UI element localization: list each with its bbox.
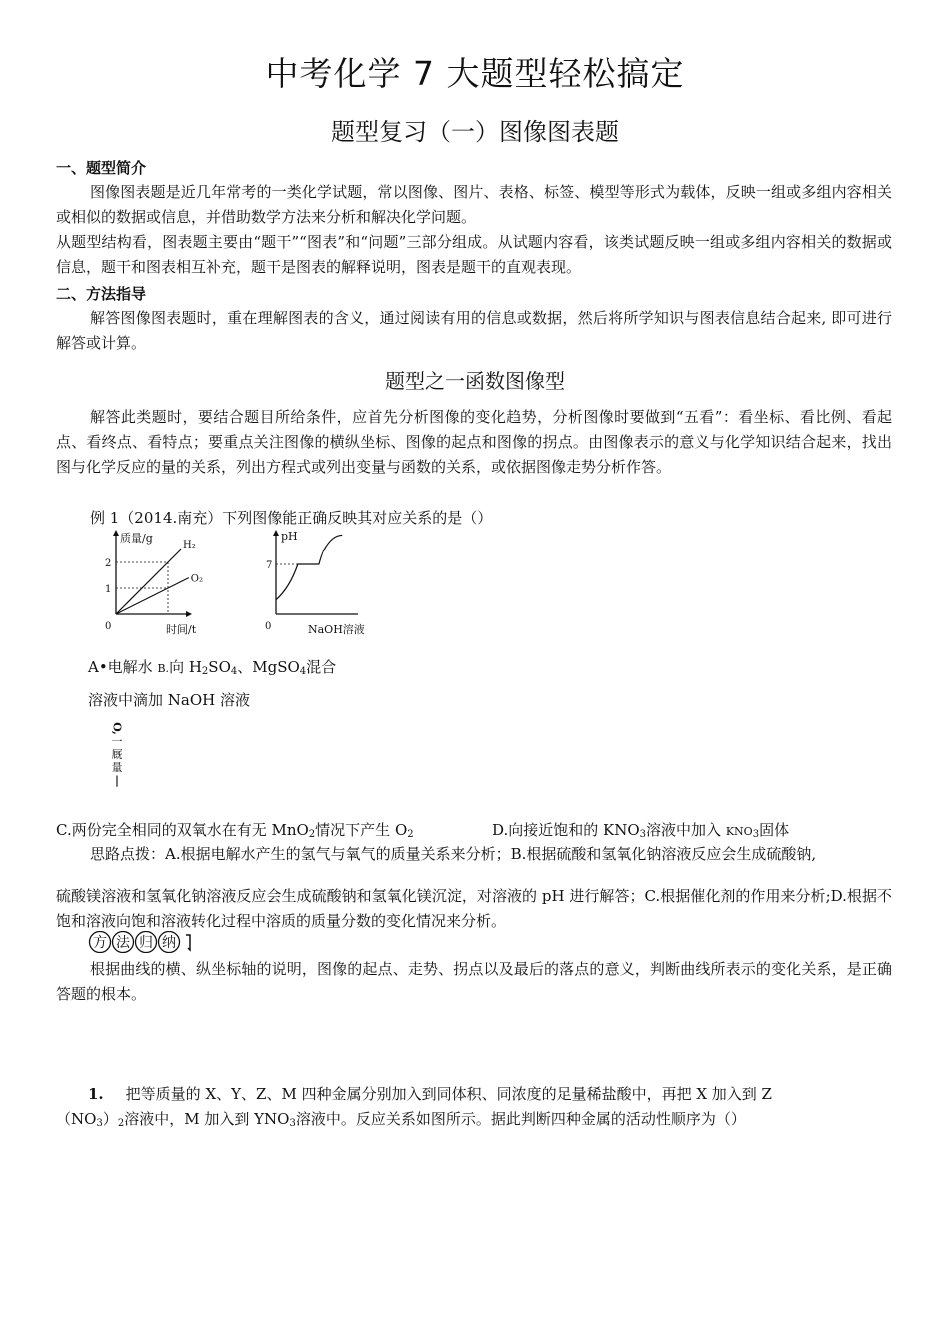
option-c-text-part: C.两份完全相同的双氧水在有无 MnO	[56, 821, 309, 839]
method-paragraph: 解答图像图表题时，重在理解图表的含义，通过阅读有用的信息或数据，然后将所学知识与图表信息结合起来, 即可进行解答或计算。	[56, 309, 892, 352]
method-summary-badge	[88, 931, 192, 953]
y-axis-arrow	[113, 530, 119, 536]
origin-label: 0	[105, 621, 112, 632]
fragment-text: 一	[111, 735, 123, 748]
chart-electrolysis	[96, 526, 216, 644]
y-tick-label: 1	[105, 584, 112, 595]
option-b-line-2: 溶液中滴加 NaOH 溶液	[88, 691, 250, 709]
option-b-text: 、MgSO	[237, 658, 300, 676]
origin-label: 0	[265, 621, 272, 632]
option-b-text: SO	[208, 658, 231, 676]
option-c-graph-fragment	[108, 722, 126, 787]
badge-char: 纳	[162, 935, 176, 951]
x-axis-label: NaOH溶液	[308, 623, 365, 636]
x-axis-arrow	[186, 611, 192, 617]
x-axis-label: 时间/t	[166, 623, 197, 636]
section-heading-method: 二、方法指导	[56, 285, 147, 303]
page-title: 中考化学 7 大题型轻松搞定	[265, 54, 685, 93]
option-b-text: 混合	[306, 658, 337, 676]
question-text: （NO	[56, 1110, 97, 1128]
fragment-text: 量	[111, 761, 123, 774]
subscript: 3	[96, 1118, 103, 1129]
subscript: 2	[308, 829, 316, 840]
series-line-h2	[116, 549, 181, 614]
badge-char: 归	[139, 935, 153, 951]
y-axis-label: pH	[281, 530, 298, 543]
series-line-ph	[276, 535, 342, 599]
option-ab-line	[88, 656, 336, 680]
option-a-label: A•电解水	[88, 658, 153, 676]
badge-char: 方	[93, 935, 107, 951]
subscript: 2	[407, 829, 414, 840]
subscript: 2	[201, 666, 209, 677]
fragment-text: |	[114, 774, 119, 787]
question-text: 溶液中。反应关系如图所示。据此判断四种金属的活动性顺序为（）	[295, 1110, 746, 1128]
subscript: 3	[752, 829, 760, 840]
fragment-text: O,	[110, 722, 124, 735]
subscript: 3	[289, 1118, 296, 1129]
series-line-o2	[116, 578, 189, 614]
y-axis-label: 质量/g	[120, 532, 153, 545]
intro-paragraph-2: 从题型结构看，图表题主要由“题干”“图表”和“问题”三部分组成。从试题内容看，该类试题反映一组或多组内容相关的数据或信息，题干和图表相互补充，题干是图表的解释说明，图表是题干的直观表现。	[56, 233, 892, 276]
subscript: 3	[639, 829, 647, 840]
option-d-text-part: 固体	[759, 821, 790, 839]
question-text: 溶液中，M 加入到 YNO	[124, 1110, 290, 1128]
section-title-function-graph: 题型之一函数图像型	[385, 369, 565, 393]
method-summary-text: 根据曲线的横、纵坐标轴的说明，图像的起点、走势、拐点以及最后的落点的意义，判断曲线所表示的变化关系，是正确答题的根本。	[56, 960, 892, 1003]
question-number: 1.	[88, 1085, 104, 1103]
subscript: 4	[230, 666, 238, 677]
option-d-text-part: 溶液中加入	[646, 821, 726, 839]
badge-char: 法	[116, 935, 130, 951]
subscript: 2	[117, 1118, 125, 1129]
page-subtitle: 题型复习（一）图像图表题	[331, 118, 619, 146]
option-d-text-part: KNO	[725, 825, 753, 838]
option-d-text-part: D.向接近饱和的 KNO	[492, 821, 640, 839]
subscript: 4	[299, 666, 307, 677]
option-c-text	[56, 819, 414, 841]
option-c-text-part: 情况下产生 O	[315, 821, 408, 839]
question-1-line-1	[88, 1082, 888, 1107]
option-b-text: 向 H	[169, 658, 202, 676]
series-label-h2: H₂	[183, 540, 196, 551]
fragment-text: 厩	[111, 748, 123, 761]
y-tick-label: 7	[266, 560, 273, 571]
option-b-prefix: B.	[157, 662, 170, 675]
question-text: ）	[102, 1110, 118, 1128]
function-graph-paragraph: 解答此类题时，要结合题目所给条件，应首先分析图像的变化趋势，分析图像时要做到“五看”：看坐标、看比例、看起点、看终点、看特点；要重点关注图像的横纵坐标、图像的起点和图像的拐点。由图像表示的意义与化学知识结合起来，找出图与化学反应的量的关系，列出方程式或列出变量与函数的关系，或依据图像走势分析作答。	[56, 408, 892, 476]
series-label-o2: O₂	[190, 573, 204, 585]
question-text: 把等质量的 X、Y、Z、M 四种金属分别加入到同体积、同浓度的足量稀盐酸中，再把 X 加入到 Z	[125, 1085, 772, 1103]
y-tick-label: 2	[105, 558, 112, 569]
y-axis-arrow	[273, 530, 279, 536]
question-1-line-2	[56, 1107, 892, 1132]
example-1-question: 例 1（2014.南充）下列图像能正确反映其对应关系的是（）	[90, 509, 493, 527]
chart-ph-naoh	[262, 526, 372, 644]
hint-line-2: 硫酸镁溶液和氢氧化钠溶液反应会生成硫酸钠和氢氧化镁沉淀，对溶液的 pH 进行解答；C.根据催化剂的作用来分析;D.根据不饱和溶液向饱和溶液转化过程中溶质的质量分数的变化情况来分析。	[56, 887, 892, 930]
option-d-text	[492, 819, 789, 843]
intro-paragraph-1: 图像图表题是近几年常考的一类化学试题，常以图像、图片、表格、标签、模型等形式为载体，反映一组或多组内容相关或相似的数据或信息，并借助数学方法来分析和解决化学问题。	[56, 183, 892, 226]
hint-line-1: 思路点拨：A.根据电解水产生的氢气与氧气的质量关系来分析；B.根据硫酸和氢氧化钠溶液反应会生成硫酸钠,	[90, 845, 817, 863]
section-heading-intro: 一、题型简介	[56, 159, 147, 177]
